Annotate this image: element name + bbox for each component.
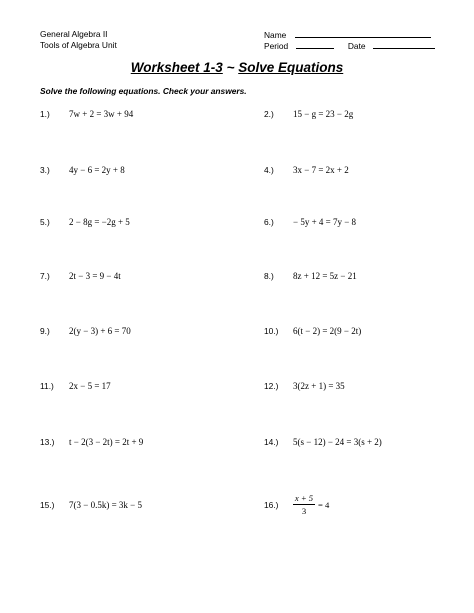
instructions: Solve the following equations. Check your answers. <box>40 86 247 96</box>
fraction-numerator: x + 5 <box>294 493 314 503</box>
problem-number: 11.) <box>40 381 54 391</box>
unit-name: Tools of Algebra Unit <box>40 40 117 50</box>
problem-equation: − 5y + 4 = 7y − 8 <box>293 217 357 227</box>
problem-number: 15.) <box>40 500 55 510</box>
problem-number: 3.) <box>40 165 50 175</box>
fraction-denominator: 3 <box>301 506 307 516</box>
date-label: Date <box>347 41 366 51</box>
problem-equation: 4y − 6 = 2y + 8 <box>69 165 125 175</box>
problem-equation: 2(y − 3) + 6 = 70 <box>69 326 131 336</box>
problem-fraction-equation <box>293 493 330 516</box>
problem-equation: 8z + 12 = 5z − 21 <box>293 271 357 281</box>
course-name: General Algebra II <box>40 29 108 39</box>
problem-number: 13.) <box>40 437 55 447</box>
title-suffix: Solve Equations <box>238 60 344 75</box>
date-blank <box>373 40 435 49</box>
problem-equation: 6(t − 2) = 2(9 − 2t) <box>293 326 362 336</box>
problem-equation: 7w + 2 = 3w + 94 <box>69 109 134 119</box>
problem-equation: 2 − 8g = −2g + 5 <box>69 217 130 227</box>
period-label: Period <box>264 41 289 51</box>
problem-equation: 2x − 5 = 17 <box>69 381 111 391</box>
problem-number: 7.) <box>40 271 50 281</box>
problem-number: 5.) <box>40 217 50 227</box>
title-prefix: Worksheet 1-3 <box>130 60 223 75</box>
period-blank <box>296 40 334 49</box>
problem-number: 2.) <box>264 109 274 119</box>
problem-equation: 15 − g = 23 − 2g <box>293 109 354 119</box>
problem-number: 6.) <box>264 217 274 227</box>
problem-number: 10.) <box>264 326 279 336</box>
problem-number: 16.) <box>264 500 279 510</box>
worksheet-title <box>0 60 474 75</box>
name-label: Name <box>264 30 287 40</box>
name-blank <box>295 29 431 38</box>
problem-equation: 3(2z + 1) = 35 <box>293 381 345 391</box>
problem-equation: 5(s − 12) − 24 = 3(s + 2) <box>293 437 382 447</box>
problem-number: 12.) <box>264 381 279 391</box>
title-separator: ~ <box>226 60 235 75</box>
problem-equation: 3x − 7 = 2x + 2 <box>293 165 349 175</box>
problem-number: 1.) <box>40 109 50 119</box>
period-date-line <box>264 40 435 52</box>
problem-equation: 2t − 3 = 9 − 4t <box>69 271 121 281</box>
problem-equation: 7(3 − 0.5k) = 3k − 5 <box>69 500 142 510</box>
problem-number: 14.) <box>264 437 279 447</box>
problem-number: 4.) <box>264 165 274 175</box>
problem-number: 8.) <box>264 271 274 281</box>
problem-number: 9.) <box>40 326 50 336</box>
fraction-bar <box>293 504 315 505</box>
fraction-rhs: = 4 <box>318 500 330 510</box>
problem-equation: t − 2(3 − 2t) = 2t + 9 <box>69 437 144 447</box>
